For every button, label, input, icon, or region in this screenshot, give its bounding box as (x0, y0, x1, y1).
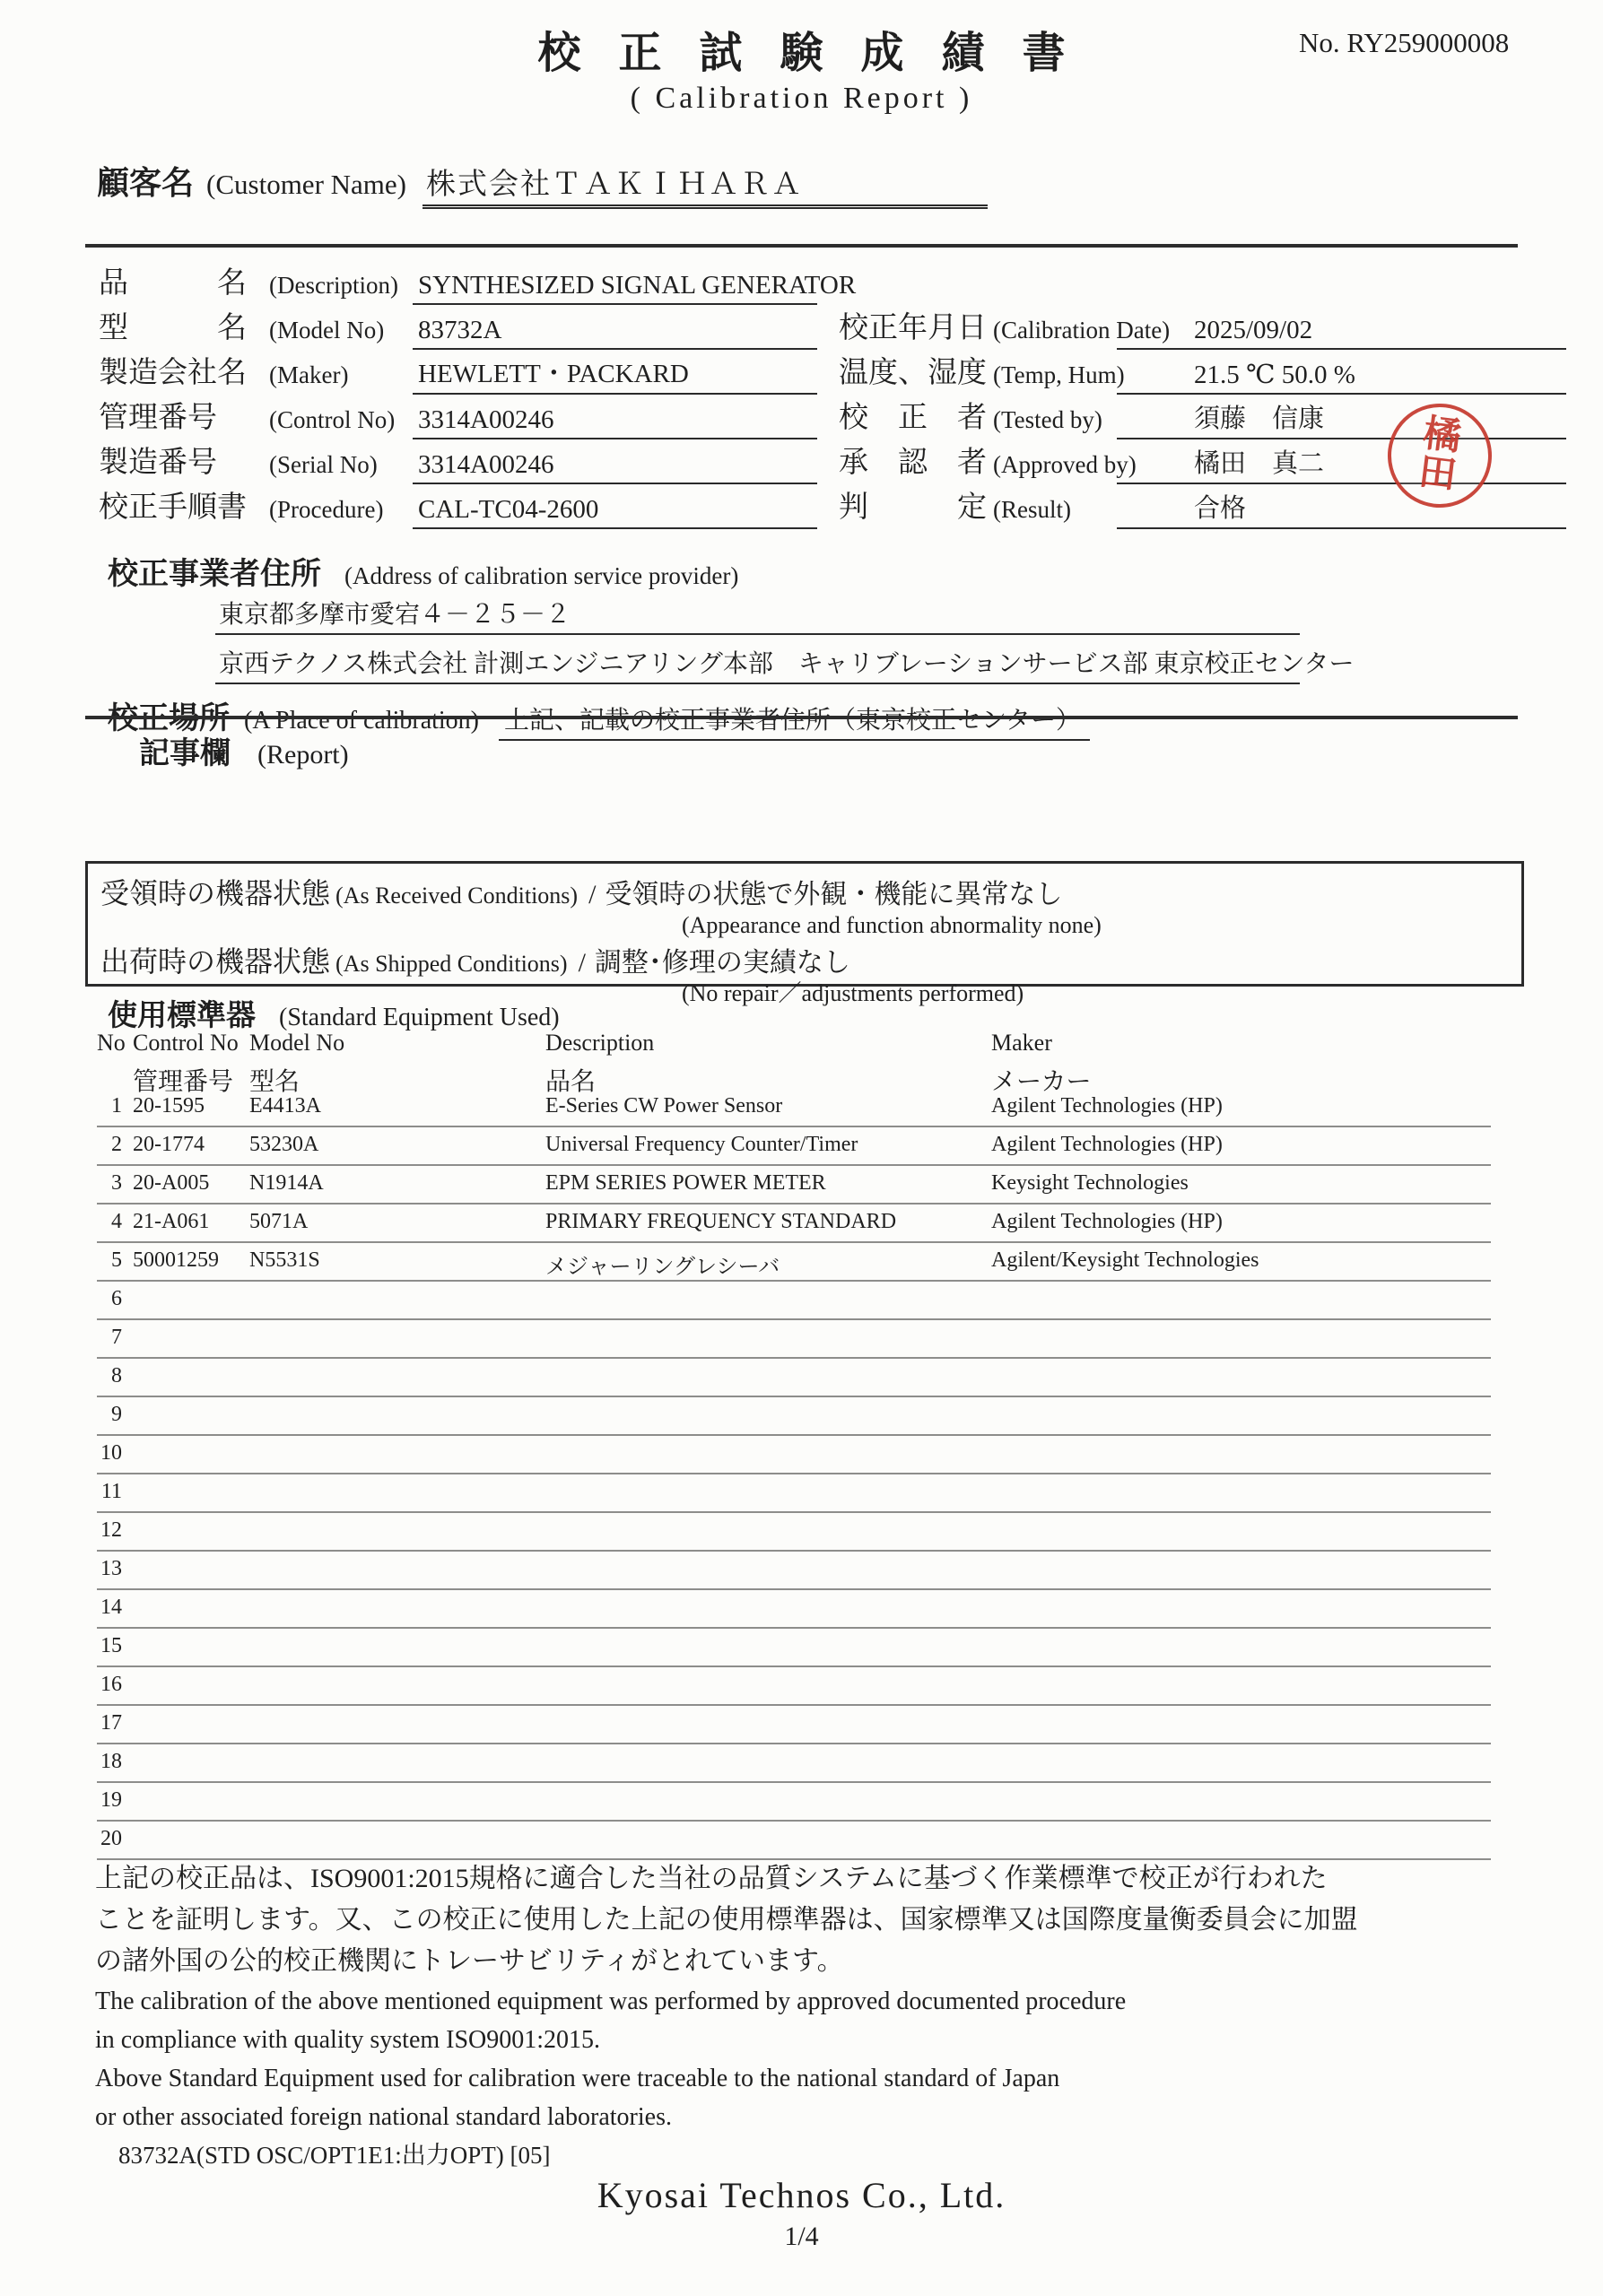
page-title: 校正試験成績書 (537, 30, 1103, 77)
field-description (99, 262, 857, 307)
equipment-row (97, 1166, 1491, 1205)
field-label-ja: 校正手順書 (99, 491, 247, 524)
equipment-title-row (108, 992, 560, 1034)
equipment-row (97, 1243, 1491, 1282)
shipped-description-en: (No repair／adjustments performed) (682, 980, 1024, 1006)
field-value: 橘田 真二 (1117, 443, 1566, 484)
option-note: 83732A(STD OSC/OPT1E1:出力OPT) [05] (118, 2142, 551, 2169)
address-line-2: 京西テクノス株式会社 計測エンジニアリング本部 キャリブレーションサービス部 東京校正センター (215, 642, 1300, 684)
row-no: 6 (111, 1287, 122, 1310)
equipment-row (97, 1706, 1491, 1744)
equipment-title-ja: 使用標準器 (108, 1000, 256, 1032)
field-label-en: (Serial No) (269, 451, 378, 478)
col-maker-ja: メーカー (991, 1068, 1092, 1096)
field-label-ja: 管理番号 (99, 402, 217, 434)
row-no: 20 (100, 1827, 122, 1850)
row-model-no: 5071A (249, 1210, 309, 1233)
shipped-separator: / (578, 948, 586, 978)
field-value: 83732A (413, 316, 817, 350)
row-maker: Keysight Technologies (991, 1171, 1189, 1195)
col-maker: Maker (991, 1030, 1052, 1056)
certification-text (95, 1858, 1521, 2175)
as-shipped-row (100, 939, 1521, 980)
row-no: 15 (100, 1634, 122, 1657)
field-label-ja: 品 名 (99, 267, 247, 300)
equipment-row (97, 1667, 1491, 1706)
separator-line-mid (85, 716, 1518, 719)
field-calibration-date (839, 307, 1495, 352)
place-value: 上記、記載の校正事業者住所（東京校正センター） (499, 700, 1090, 741)
row-maker: Agilent Technologies (HP) (991, 1133, 1223, 1156)
fields-left (99, 262, 857, 531)
place-label-en: (A Place of calibration) (244, 707, 480, 735)
field-label-en: (Temp, Hum) (993, 361, 1125, 388)
equipment-row (97, 1359, 1491, 1397)
row-no: 17 (100, 1711, 122, 1735)
equipment-row (97, 1282, 1491, 1320)
row-no: 9 (111, 1403, 122, 1426)
row-no: 1 (111, 1094, 122, 1118)
cert-en-line-2: in compliance with quality system ISO9001:2015. (95, 2026, 601, 2054)
row-no: 19 (100, 1788, 122, 1812)
separator-line-top (85, 244, 1518, 248)
equipment-row (97, 1822, 1491, 1860)
field-value: 2025/09/02 (1117, 316, 1566, 350)
field-value: 須藤 信康 (1117, 398, 1566, 439)
page-number: 1/4 (784, 2222, 819, 2251)
row-no: 3 (111, 1171, 122, 1195)
conditions-box (85, 861, 1524, 1006)
field-control-no (99, 396, 816, 441)
equipment-row (97, 1397, 1491, 1436)
row-description: E-Series CW Power Sensor (545, 1094, 783, 1118)
equipment-row (97, 1783, 1491, 1822)
row-description: EPM SERIES POWER METER (545, 1171, 826, 1195)
field-label-ja: 製造会社名 (99, 357, 247, 389)
row-control-no: 50001259 (133, 1248, 219, 1272)
row-no: 12 (100, 1518, 122, 1542)
equipment-table-header (97, 1030, 1491, 1098)
row-control-no: 20-1595 (133, 1094, 205, 1118)
row-no: 11 (100, 1480, 122, 1503)
field-label-en: (Result) (993, 496, 1071, 523)
row-description: メジャーリングレシーバ (545, 1256, 780, 1279)
equipment-row (97, 1320, 1491, 1359)
field-label-ja: 型 名 (99, 312, 247, 344)
row-no: 13 (100, 1557, 122, 1580)
field-label-ja: 校 正 者 (839, 402, 987, 434)
row-maker: Agilent Technologies (HP) (991, 1210, 1223, 1233)
equipment-row (97, 1474, 1491, 1513)
remarks-label-ja: 記事欄 (139, 737, 231, 770)
col-model-no: Model No (249, 1030, 345, 1056)
field-label-en: (Control No) (269, 406, 396, 433)
row-no: 5 (111, 1248, 122, 1272)
row-model-no: N1914A (249, 1171, 324, 1195)
field-label-ja: 製造番号 (99, 447, 217, 479)
cert-ja-line-3: の諸外国の公的校正機関にトレーサビリティがとれています。 (95, 1946, 844, 1976)
field-label-en: (Maker) (269, 361, 349, 388)
report-number: No. RY259000008 (1299, 27, 1510, 58)
field-value: 3314A00246 (413, 450, 817, 484)
col-no: No (97, 1030, 126, 1056)
row-no: 16 (100, 1673, 122, 1696)
row-control-no: 20-1774 (133, 1133, 205, 1156)
equipment-row (97, 1744, 1491, 1783)
row-maker: Agilent/Keysight Technologies (991, 1248, 1259, 1272)
cert-ja-line-2: ことを証明します。又、この校正に使用した上記の使用標準器は、国家標準又は国際度量衡委員会に加盟 (95, 1905, 1358, 1935)
row-description: Universal Frequency Counter/Timer (545, 1133, 858, 1156)
remarks-label-en: (Report) (257, 740, 349, 770)
row-control-no: 20-A005 (133, 1171, 210, 1195)
row-no: 2 (111, 1133, 122, 1156)
received-separator: / (588, 880, 597, 909)
address-line-1: 東京都多摩市愛宕４－２５－２ (215, 593, 1300, 635)
cert-en-line-4: or other associated foreign national standard laboratories. (95, 2103, 672, 2131)
field-label-en: (Tested by) (993, 406, 1102, 433)
footer (0, 2174, 1603, 2252)
customer-row (97, 158, 988, 209)
cert-en-line-1: The calibration of the above mentioned equipment was performed by approved documented procedure (95, 1987, 1127, 2015)
field-label-ja: 温度、湿度 (839, 357, 987, 389)
col-control-no-ja: 管理番号 (133, 1068, 234, 1096)
stamp-character-bottom: 田 (1416, 451, 1459, 498)
customer-label-en: (Customer Name) (206, 169, 406, 200)
received-label-ja: 受領時の機器状態 (100, 877, 331, 909)
equipment-rows (97, 1089, 1491, 1860)
as-received-row (100, 871, 1521, 912)
header-row-en (97, 1030, 1491, 1060)
received-label-en: (As Received Conditions) (335, 883, 579, 909)
field-value: 合格 (1117, 488, 1566, 529)
place-label-ja: 校正場所 (108, 702, 230, 735)
col-description-ja: 品名 (545, 1068, 597, 1096)
field-value: SYNTHESIZED SIGNAL GENERATOR (413, 271, 817, 305)
address-section (108, 549, 1507, 741)
customer-name-value: 株式会社ＴＡＫＩＨＡＲＡ (423, 161, 988, 209)
equipment-row (97, 1089, 1491, 1127)
field-label-en: (Approved by) (993, 451, 1137, 478)
row-no: 14 (100, 1596, 122, 1619)
address-header (108, 549, 1507, 593)
row-description: PRIMARY FREQUENCY STANDARD (545, 1210, 897, 1233)
fields-right (839, 307, 1495, 531)
field-temp-hum (839, 352, 1495, 396)
equipment-title-en: (Standard Equipment Used) (279, 1004, 560, 1031)
report-remarks-row (139, 728, 349, 772)
row-model-no: E4413A (249, 1094, 321, 1118)
field-label-ja: 判 定 (839, 491, 987, 524)
received-description-ja: 受領時の状態で外観・機能に異常なし (605, 880, 1063, 909)
field-label-en: (Description) (269, 272, 398, 299)
equipment-row (97, 1590, 1491, 1629)
field-label-en: (Calibration Date) (993, 317, 1171, 344)
field-label-en: (Procedure) (269, 496, 384, 523)
field-value: HEWLETT・PACKARD (413, 353, 817, 395)
equipment-row (97, 1552, 1491, 1590)
row-no: 7 (111, 1326, 122, 1349)
row-model-no: N5531S (249, 1248, 320, 1272)
shipped-label-en: (As Shipped Conditions) (335, 951, 568, 977)
row-no: 10 (100, 1441, 122, 1465)
address-label-ja: 校正事業者住所 (108, 558, 321, 591)
col-description: Description (545, 1030, 655, 1056)
row-no: 18 (100, 1750, 122, 1773)
stamp-character-top: 橘 (1420, 413, 1464, 459)
shipped-description-ja: 調整･修理の実績なし (594, 948, 850, 978)
field-procedure (99, 486, 816, 531)
field-result (839, 486, 1495, 531)
field-value: CAL-TC04-2600 (413, 495, 817, 529)
equipment-row (97, 1205, 1491, 1243)
row-no: 4 (111, 1210, 122, 1233)
page-subtitle: ( Calibration Report ) (630, 82, 973, 115)
field-maker (99, 352, 816, 396)
field-serial-no (99, 441, 816, 486)
row-control-no: 21-A061 (133, 1210, 210, 1233)
address-label-en: (Address of calibration service provider) (344, 562, 739, 589)
equipment-row (97, 1629, 1491, 1667)
row-maker: Agilent Technologies (HP) (991, 1094, 1223, 1118)
company-name: Kyosai Technos Co., Ltd. (597, 2175, 1006, 2215)
cert-en-line-3: Above Standard Equipment used for calibration were traceable to the national standard of Japan (95, 2065, 1060, 2092)
field-label-en: (Model No) (269, 317, 385, 344)
shipped-label-ja: 出荷時の機器状態 (100, 945, 331, 978)
received-description-en: (Appearance and function abnormality none) (682, 912, 1102, 938)
field-value: 3314A00246 (413, 405, 817, 439)
field-value: 21.5 ℃ 50.0 % (1117, 359, 1566, 395)
col-model-no-ja: 型名 (249, 1068, 301, 1096)
customer-label-ja: 顧客名 (97, 165, 195, 201)
equipment-row (97, 1513, 1491, 1552)
row-no: 8 (111, 1364, 122, 1387)
cert-ja-line-1: 上記の校正品は、ISO9001:2015規格に適合した当社の品質システムに基づく作業標準で校正が行われた (95, 1864, 1328, 1893)
field-label-ja: 校正年月日 (839, 312, 987, 344)
field-label-ja: 承 認 者 (839, 447, 987, 479)
equipment-row (97, 1127, 1491, 1166)
field-model-no (99, 307, 816, 352)
row-model-no: 53230A (249, 1133, 319, 1156)
col-control-no: Control No (133, 1030, 239, 1056)
equipment-row (97, 1436, 1491, 1474)
